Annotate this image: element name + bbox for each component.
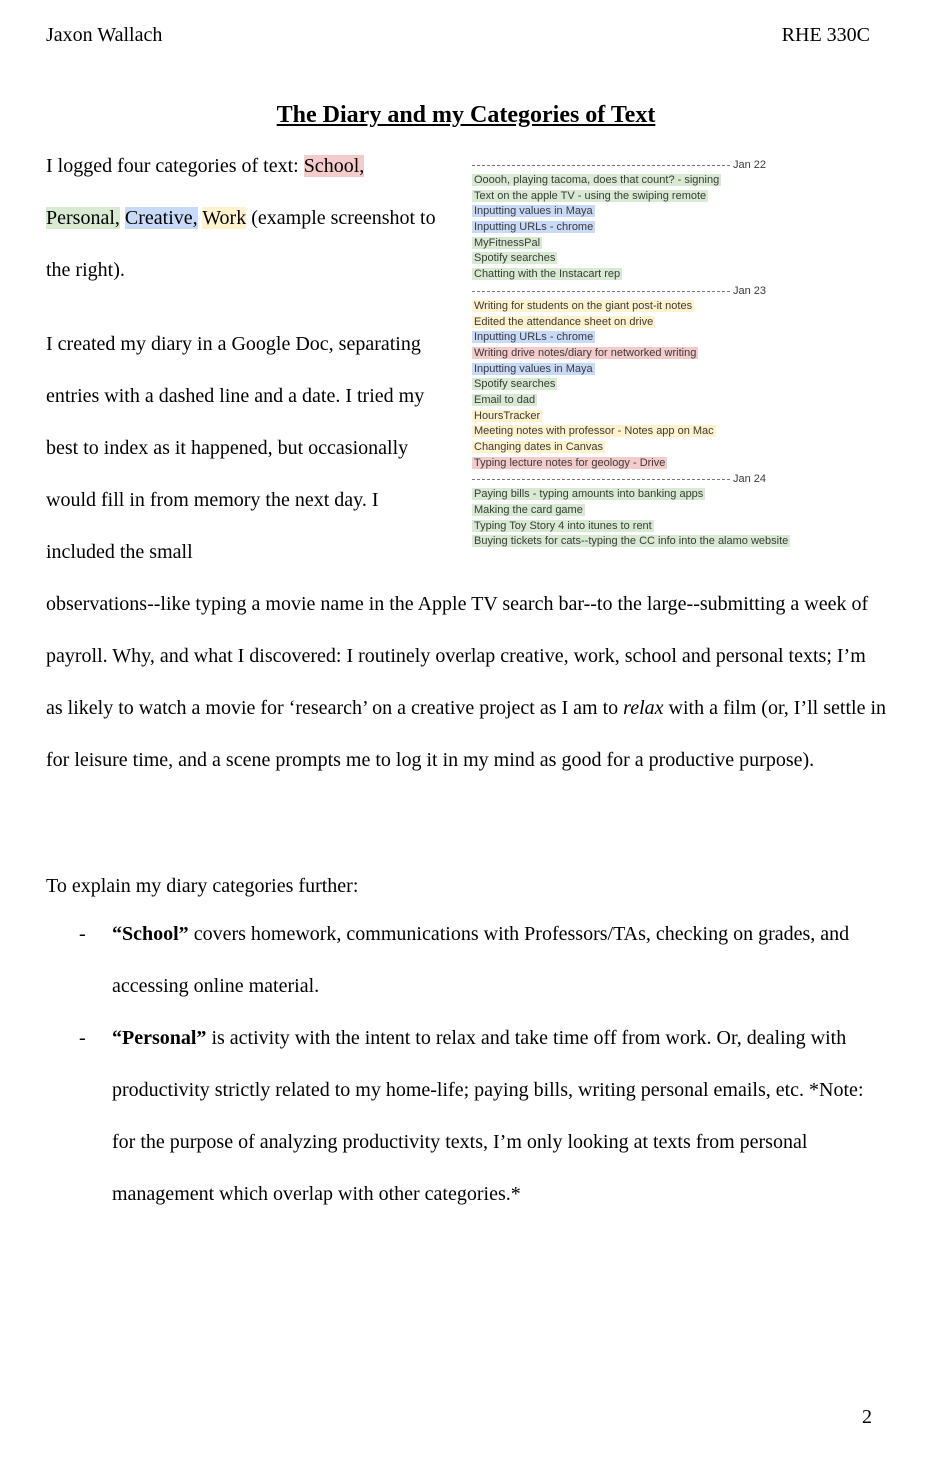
diary-entry-text: MyFitnessPal xyxy=(474,236,541,249)
page-title: The Diary and my Categories of Text xyxy=(276,102,656,128)
diary-entry xyxy=(472,204,832,220)
dashed-line xyxy=(472,291,730,292)
diary-entry-text: Edited the attendance sheet on drive xyxy=(474,315,654,328)
page-number: 2 xyxy=(862,1406,872,1428)
diary-date: Jan 22 xyxy=(733,159,767,171)
diary-entry xyxy=(472,299,832,315)
diary-method-paragraph: I created my diary in a Google Doc, separating entries with a dashed line and a date. I tried my best to index as it happened, but occasionally would fill in from memory the next day. I included the small xyxy=(46,333,425,563)
category-school-highlight: School, xyxy=(303,155,365,177)
category-personal-highlight: Personal, xyxy=(46,207,120,229)
bullet-personal xyxy=(46,1012,886,1220)
bullet-term: “School” xyxy=(112,923,189,945)
diary-entry xyxy=(472,315,832,331)
bullet-text: covers homework, communications with Professors/TAs, checking on grades, and accessing online material. xyxy=(112,923,850,997)
diary-entry-text: Paying bills - typing amounts into banking apps xyxy=(474,488,704,501)
intro-tail: (example screenshot to the right). xyxy=(46,207,436,281)
diary-entry-text: Writing for students on the giant post-it notes xyxy=(474,299,693,312)
bullet-dash: - xyxy=(79,923,86,945)
diary-entry xyxy=(472,440,832,456)
diary-entry xyxy=(472,534,832,550)
diary-date-separator xyxy=(472,283,832,299)
diary-entry-text: HoursTracker xyxy=(474,409,541,422)
diary-date: Jan 23 xyxy=(733,284,767,297)
intro-paragraph xyxy=(46,140,446,296)
diary-entry-text: Writing drive notes/diary for networked writing xyxy=(474,346,697,359)
bullet-text: is activity with the intent to relax and take time off from work. Or, dealing with productivity strictly related to my home-life; paying bills, writing personal emails, etc. *Note: for the purpose of analyzing productivity texts, I’m only looking at texts from personal management which overlap with other categories.* xyxy=(112,1027,864,1205)
diary-entry-text: Email to dad xyxy=(474,393,536,406)
diary-entry xyxy=(472,393,832,409)
diary-entry-text: Meeting notes with professor - Notes app on Mac xyxy=(474,425,714,438)
diary-entry-text: Changing dates in Canvas xyxy=(474,441,604,453)
bullet-dash: - xyxy=(79,1027,86,1049)
diary-entry-text: Chatting with the Instacart rep xyxy=(474,268,621,281)
diary-entry xyxy=(472,236,832,252)
intro-lead: I logged four categories of text: xyxy=(46,155,304,177)
diary-entry xyxy=(472,346,832,362)
diary-entry xyxy=(472,267,832,283)
observations-paragraph xyxy=(46,578,886,786)
diary-entry xyxy=(472,519,832,535)
diary-entry-text: Inputting values in Maya xyxy=(474,205,593,218)
diary-entry xyxy=(472,503,832,519)
category-bullet-list xyxy=(46,908,886,1220)
diary-entry xyxy=(472,189,832,205)
diary-entry xyxy=(472,377,832,393)
diary-date-separator xyxy=(472,157,832,173)
diary-entry xyxy=(472,456,832,472)
diary-entry xyxy=(472,251,832,267)
observations-text-2: with a film (or, I’ll settle in for leisure time, and a scene prompts me to log it in my mind as good for a productive purpose). xyxy=(46,697,886,771)
diary-entry xyxy=(472,220,832,236)
diary-date: Jan 24 xyxy=(733,473,767,486)
diary-screenshot xyxy=(472,157,832,550)
diary-entry xyxy=(472,173,832,189)
header-course: RHE 330C xyxy=(781,24,870,46)
diary-entry-text: Inputting URLs - chrome xyxy=(474,331,594,344)
diary-entry-text: Ooooh, playing tacoma, does that count? - signing xyxy=(474,174,720,186)
diary-entry-text: Typing Toy Story 4 into itunes to rent xyxy=(474,519,652,532)
diary-date-separator xyxy=(472,471,832,487)
category-creative-highlight: Creative, xyxy=(124,207,198,229)
header-author: Jaxon Wallach xyxy=(46,24,163,46)
diary-entry-text: Typing lecture notes for geology - Drive xyxy=(474,456,666,469)
diary-entry-text: Inputting URLs - chrome xyxy=(474,221,594,234)
diary-entry xyxy=(472,409,832,425)
diary-entry-text: Spotify searches xyxy=(474,378,556,391)
diary-entry-text: Spotify searches xyxy=(474,252,556,265)
diary-entry-text: Making the card game xyxy=(474,504,583,517)
dashed-line xyxy=(472,479,730,480)
dashed-line xyxy=(472,165,730,166)
category-work-highlight: Work xyxy=(202,207,247,229)
diary-entry xyxy=(472,424,832,440)
diary-entry xyxy=(472,330,832,346)
diary-entry-text: Buying tickets for cats--typing the CC info into the alamo website xyxy=(474,535,789,548)
categories-intro-paragraph: To explain my diary categories further: xyxy=(46,875,359,897)
bullet-school xyxy=(46,908,886,1012)
diary-entry-text: Text on the apple TV - using the swiping remote xyxy=(474,189,707,202)
observations-italic: relax xyxy=(623,697,664,719)
diary-entry-text: Inputting values in Maya xyxy=(474,362,593,375)
diary-entry xyxy=(472,487,832,503)
observations-text-1: observations--like typing a movie name in the Apple TV search bar--to the large--submitting a week of payroll. Why, and what I discovered: I routinely overlap creative, work, school and personal texts; I’m as likely to watch a movie for ‘research’ on a creative project as I am to xyxy=(46,593,869,719)
bullet-term: “Personal” xyxy=(112,1027,207,1049)
diary-entry xyxy=(472,362,832,378)
